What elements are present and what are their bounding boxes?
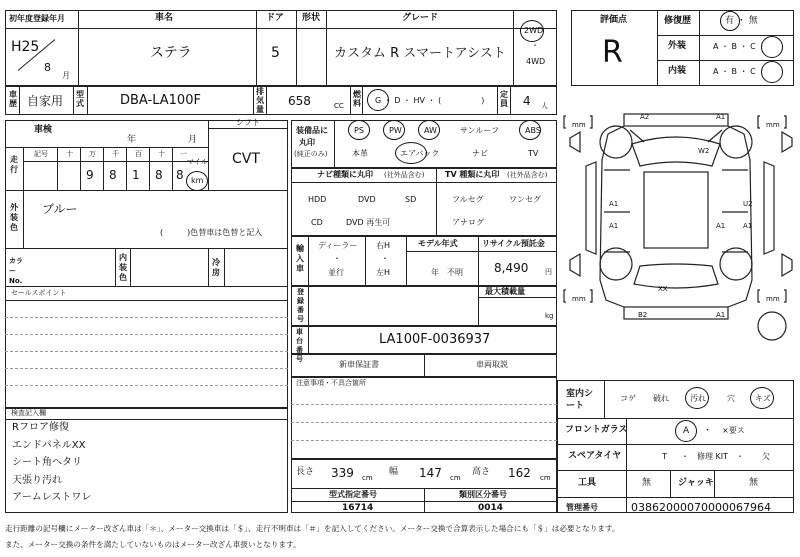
usage-value: 自家用 — [27, 94, 64, 108]
tv-label-small: (社外品含む) — [507, 171, 548, 179]
km-circle — [186, 171, 208, 191]
type-no-value: 16714 — [342, 503, 374, 513]
diagram-label: W2 — [698, 147, 710, 155]
door-count: 5 — [271, 45, 280, 61]
mileage-digit-4: 8 — [176, 168, 184, 182]
fuel-options: G ・ D ・ HV ・ ( ) — [375, 96, 485, 105]
repair-value: 有 ・ 無 — [725, 16, 758, 26]
spare-t: T — [662, 452, 667, 461]
diagram-label: U2 — [743, 200, 753, 208]
inspector-line: Rフロア修復 — [12, 422, 69, 433]
inspection-year: 年 — [127, 135, 137, 145]
chassis-label: 車台番号 — [296, 328, 303, 363]
displacement-label: 排気量 — [256, 87, 264, 114]
model-year-label: モデル年式 — [418, 239, 458, 248]
mileage-label: 走行 — [10, 155, 18, 174]
height-label: 高さ — [472, 467, 491, 477]
color-no-label: カラーNo. — [9, 257, 23, 285]
spare-label: スペアタイヤ — [568, 451, 622, 461]
equipment-item: ナビ — [472, 149, 488, 158]
width-label: 幅 — [389, 467, 399, 477]
seat-item: コゲ — [620, 394, 636, 403]
equipment-item: TV — [528, 149, 539, 158]
eval-label: 評価点 — [600, 15, 628, 25]
equipment-circle — [348, 120, 370, 140]
equipment-label-1: 装備品に — [296, 126, 328, 135]
exterior-value: A ・ B ・ C — [713, 42, 756, 51]
mileage-digit-3: 8 — [155, 168, 163, 182]
fuel-circle — [367, 89, 389, 111]
windshield-x: ×要ス — [722, 426, 745, 435]
diagram-mm: mm — [572, 121, 586, 129]
yen-unit: 円 — [545, 268, 552, 276]
new-car-warranty: 新車保証書 — [339, 360, 379, 369]
jack-label: ジャッキ — [678, 478, 714, 488]
chassis-value: LA100F-0036937 — [379, 332, 491, 347]
mileage-digit-2: 1 — [132, 168, 140, 182]
equipment-circle — [519, 120, 541, 140]
equipment-item: 本革 — [352, 149, 368, 158]
import-dot2: ・ — [381, 254, 389, 263]
import-dot1: ・ — [333, 254, 341, 263]
interior-seat-label: 室内シート — [566, 389, 594, 411]
seat-item: 汚れ — [690, 394, 706, 403]
cc-unit: CC — [334, 102, 344, 110]
management-label: 管理番号 — [566, 503, 598, 512]
equipment-label-2: 丸印 — [299, 138, 315, 147]
mileage-unit-1: 万 — [89, 150, 96, 158]
diagram-label: B2 — [638, 311, 648, 319]
recycle-label: リサイクル預託金 — [482, 239, 545, 248]
cooler-label: 冷房 — [212, 258, 220, 277]
color-label: 外装色 — [10, 203, 18, 232]
car-diagram — [560, 100, 800, 370]
recycle-value: 8,490 — [494, 261, 529, 275]
equipment-circle — [383, 120, 405, 140]
equipment-item: ABS — [525, 126, 541, 135]
year-label: 初年度登録年月 — [9, 14, 65, 23]
interior-value: A ・ B ・ C — [713, 67, 756, 76]
inspector-line: 天張り汚れ — [12, 474, 62, 486]
tv-item: フルセグ — [452, 195, 484, 204]
width-unit: cm — [450, 474, 461, 482]
tv-item: アナログ — [452, 218, 484, 227]
navi-item: DVD — [358, 195, 376, 204]
notes-label: 注意事項・不具合箇所 — [296, 379, 366, 387]
capacity-label: 定員 — [500, 90, 508, 108]
car-name: ステラ — [150, 45, 192, 61]
color-note: ( )色替車は色替と記入 — [160, 228, 263, 237]
tools-value: 無 — [642, 478, 652, 488]
windshield-circle — [675, 420, 697, 442]
drive-4wd: 4WD — [526, 57, 546, 66]
mileage-unit-4: 十 — [158, 150, 165, 158]
repair-circle — [720, 11, 740, 31]
shift-value: CVT — [232, 151, 260, 167]
diagram-label: A1 — [716, 311, 726, 319]
mileage-digit-0: 9 — [86, 168, 94, 182]
usage-label: 車歴 — [9, 90, 17, 108]
diagram-label: A1 — [743, 222, 753, 230]
grade-label: グレード — [402, 13, 439, 23]
seat-circle — [685, 387, 709, 409]
length-label: 長さ — [296, 467, 315, 477]
displacement-value: 658 — [288, 94, 311, 108]
length-value: 339 — [331, 466, 354, 480]
inspection-month: 月 — [188, 135, 198, 145]
drive-2wd: 2WD — [524, 26, 544, 35]
kg-unit: kg — [545, 312, 554, 320]
seat-item: 穴 — [727, 394, 735, 403]
equipment-item: AW — [424, 126, 437, 135]
model-label: 型式 — [76, 90, 84, 108]
km-label: km — [191, 176, 204, 185]
equipment-circle — [418, 120, 440, 140]
windshield-label: フロントガラス — [565, 425, 628, 435]
capacity-value: 4 — [523, 94, 531, 108]
equipment-item: エアバック — [400, 149, 440, 158]
management-value: 03862000070000067964 — [631, 501, 771, 514]
diagram-mm: mm — [766, 295, 780, 303]
diagram-label: A2 — [640, 113, 650, 121]
repair-label: 修復歴 — [664, 16, 692, 26]
car-name-label: 車名 — [155, 13, 174, 23]
diagram-label: A1 — [609, 200, 619, 208]
import-dealer: ディーラー — [318, 241, 358, 250]
inspector-line: エンドパネルXX — [12, 439, 86, 451]
inspector-line: シート角ヘタリ — [12, 457, 82, 468]
width-value: 147 — [419, 466, 442, 480]
exterior-label: 外装 — [668, 41, 687, 51]
mileage-digit-1: 8 — [109, 168, 117, 182]
mark-label: 記号 — [34, 150, 48, 158]
navi-item: SD — [405, 195, 417, 204]
navi-item: DVD 再生可 — [346, 218, 391, 227]
spare-kit: ・ 修理 KIT ・ — [681, 452, 745, 461]
inspection-label: 車検 — [34, 125, 53, 135]
footer-note-1: 走行距離の記号欄にメーター改ざん車は「＊」、メーター交換車は「＄」、走行不明車は「＃」を記入してください。メーター交換で合算表示した場合にも「＄」は必要となります。 — [5, 524, 620, 533]
person-unit: 人 — [541, 102, 548, 110]
jack-value: 無 — [749, 478, 759, 488]
month-unit: 月 — [62, 71, 70, 80]
tools-label: 工具 — [578, 478, 597, 488]
seat-item: 破れ — [653, 394, 669, 403]
exterior-circle — [761, 36, 783, 58]
equipment-item: サンルーフ — [460, 126, 499, 135]
diagram-label: A1 — [716, 222, 726, 230]
shape-label: 形状 — [302, 13, 321, 23]
class-no-label: 類別区分番号 — [459, 490, 507, 499]
navi-item: HDD — [308, 195, 327, 204]
type-no-label: 型式指定番号 — [329, 490, 377, 499]
grade-value: カスタム R スマートアシスト — [334, 46, 506, 61]
navi-label-small: (社外品含む) — [384, 171, 425, 179]
height-value: 162 — [508, 466, 531, 480]
length-unit: cm — [362, 474, 373, 482]
registration-era: H25 — [11, 39, 40, 55]
mileage-unit-3: 百 — [135, 150, 142, 158]
spare-none: 欠 — [762, 452, 770, 461]
diagram-mm: mm — [766, 121, 780, 129]
equipment-item: PS — [354, 126, 364, 135]
interior-color-label: 内装色 — [119, 253, 127, 282]
reg-label: 登録番号 — [297, 288, 304, 323]
manual-label: 車両取説 — [476, 360, 508, 369]
diagram-label: XX — [658, 285, 668, 293]
import-parallel: 並行 — [328, 268, 344, 277]
mile-label: マイル — [187, 158, 208, 166]
windshield-value: A — [683, 426, 690, 436]
max-load-label: 最大積載量 — [485, 287, 525, 296]
door-label: ドア — [266, 13, 284, 23]
eval-score: R — [602, 35, 623, 70]
class-no-value: 0014 — [478, 503, 504, 513]
diagram-label: A1 — [609, 222, 619, 230]
navi-label: ナビ種類に丸印 — [317, 170, 373, 179]
tv-label: TV 種類に丸印 — [445, 170, 500, 179]
drive-dot: ・ — [531, 41, 539, 50]
equipment-label-3: (純正のみ) — [294, 150, 328, 158]
airbag-circle — [395, 142, 427, 164]
windshield-dot: ・ — [703, 426, 713, 436]
inspector-line: アームレストワレ — [12, 492, 92, 503]
mileage-unit-5: 一 — [180, 150, 187, 158]
diagram-label: A1 — [716, 113, 726, 121]
height-unit: cm — [540, 474, 551, 482]
interior-label: 内装 — [668, 66, 687, 76]
model-year-value: 年 不明 — [431, 268, 463, 277]
interior-circle — [761, 61, 783, 83]
seat-item: キズ — [755, 394, 771, 403]
import-right: 右H — [376, 241, 391, 250]
fuel-label: 燃料 — [353, 90, 361, 108]
mileage-unit-2: 千 — [112, 150, 119, 158]
seat-circle — [750, 387, 774, 409]
import-label: 輸入車 — [296, 244, 304, 273]
footer-note-2: また、メーター交換の条件を満たしていないものはメーター改ざん車扱いとなります。 — [5, 540, 301, 549]
tv-item: ワンセグ — [509, 195, 541, 204]
sales-point-label: セールスポイント — [11, 289, 67, 297]
color-value: ブルー — [42, 202, 78, 216]
mileage-unit-0: 十 — [66, 150, 73, 158]
navi-item: CD — [311, 218, 323, 227]
model-value: DBA-LA100F — [120, 93, 201, 108]
diagram-mm: mm — [572, 295, 586, 303]
registration-month: 8 — [44, 61, 51, 74]
shift-label: シフト — [236, 118, 260, 127]
equipment-item: PW — [389, 126, 402, 135]
inspector-label: 検査記入欄 — [11, 409, 46, 417]
import-left: 左H — [376, 268, 391, 277]
notes-block — [291, 377, 557, 459]
drive-2wd-circle — [520, 20, 544, 42]
